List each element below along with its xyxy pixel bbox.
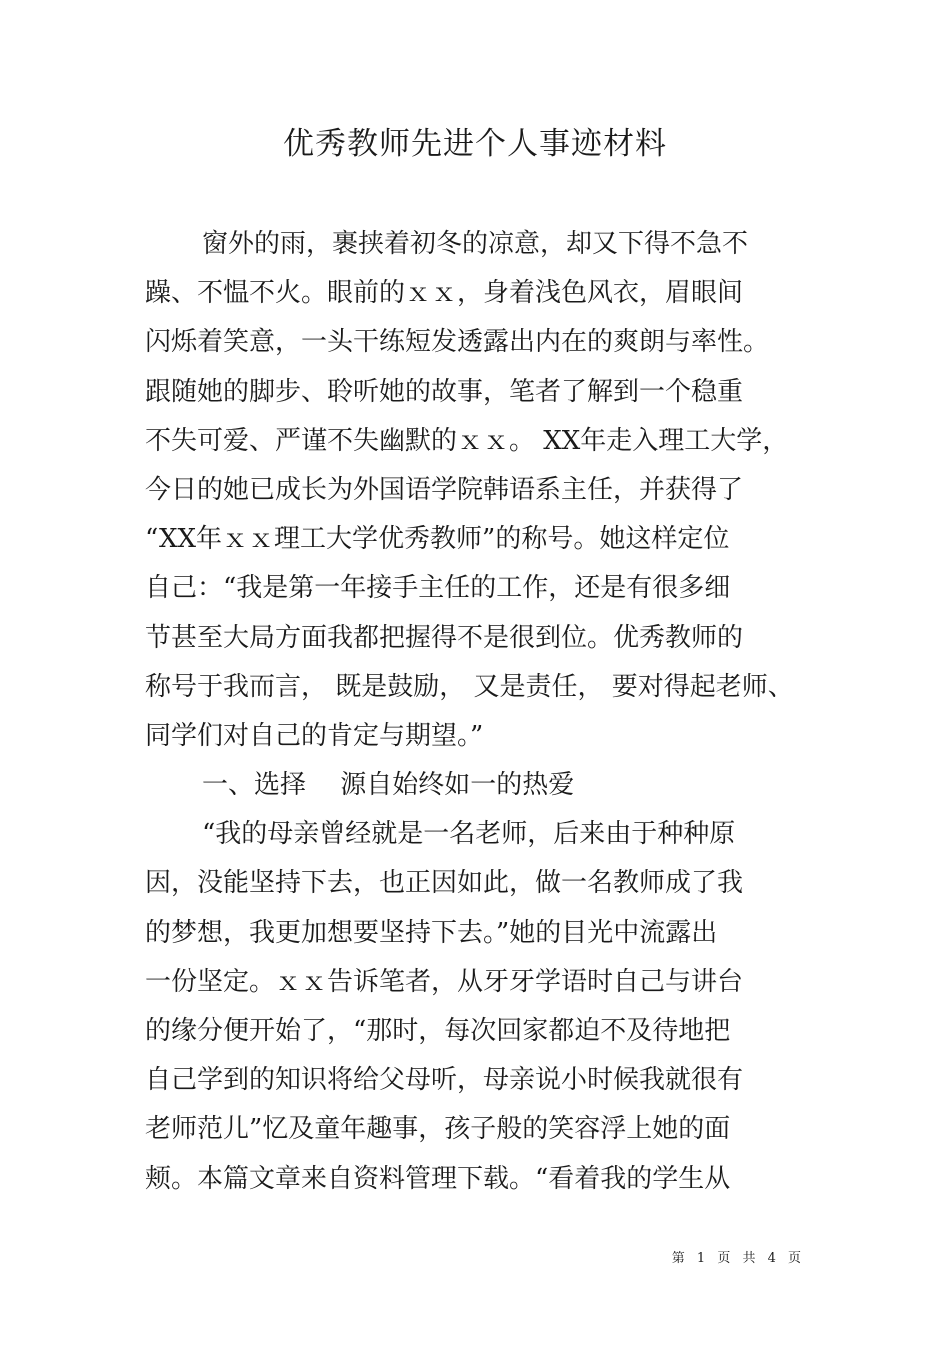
paragraph-line: 跟随她的脚步、聆听她的故事，笔者了解到一个稳重 [145, 376, 744, 407]
paragraph-line: “XX年ｘｘ理工大学优秀教师”的称号。她这样定位 [145, 524, 730, 555]
paragraph-line: 节甚至大局方面我都把握得不是很到位。优秀教师的 [145, 622, 744, 653]
paragraph-line: 老师范儿”忆及童年趣事，孩子般的笑容浮上她的面 [145, 1114, 731, 1145]
paragraph-line: 称号于我而言， 既是鼓励， 又是责任， 要对得起老师、 [145, 671, 794, 702]
paragraph-line: 闪烁着笑意，一头干练短发透露出内在的爽朗与率性。 [145, 327, 770, 358]
paragraph-line: 躁、不愠不火。眼前的ｘｘ，身着浅色风衣，眉眼间 [145, 278, 744, 309]
paragraph-line: 的缘分便开始了，“那时，每次回家都迫不及待地把 [145, 1016, 731, 1046]
document-title: 优秀教师先进个人事迹材料 [283, 126, 667, 162]
paragraph-line: 窗外的雨，裹挟着初冬的凉意，却又下得不急不 [202, 229, 749, 259]
paragraph-line: 自己学到的知识将给父母听，母亲说小时候我就很有 [145, 1065, 744, 1096]
page-number: 第 1 页 共 4 页 [671, 1251, 805, 1266]
paragraph-line: 颊。本篇文章来自资料管理下载。“看着我的学生从 [145, 1163, 731, 1194]
paragraph-line: 一份坚定。ｘｘ告诉笔者，从牙牙学语时自己与讲台 [145, 966, 744, 997]
paragraph-line: “我的母亲曾经就是一名老师，后来由于种种原 [202, 819, 736, 850]
paragraph-line: 今日的她已成长为外国语学院韩语系主任，并获得了 [145, 474, 744, 505]
paragraph-line: 同学们对自己的肯定与期望。” [145, 720, 484, 751]
section-heading: 一、选择 源自始终如一的热爱 [202, 770, 575, 801]
paragraph-line: 不失可爱、严谨不失幽默的ｘｘ。 XX年走入理工大学， [145, 425, 789, 456]
paragraph-line: 的梦想，我更加想要坚持下去。”她的目光中流露出 [145, 917, 718, 948]
document-body [145, 220, 815, 1204]
paragraph-line: 因，没能坚持下去，也正因如此，做一名教师成了我 [145, 868, 744, 899]
paragraph-line: 自己：“我是第一年接手主任的工作，还是有很多细 [145, 573, 731, 604]
